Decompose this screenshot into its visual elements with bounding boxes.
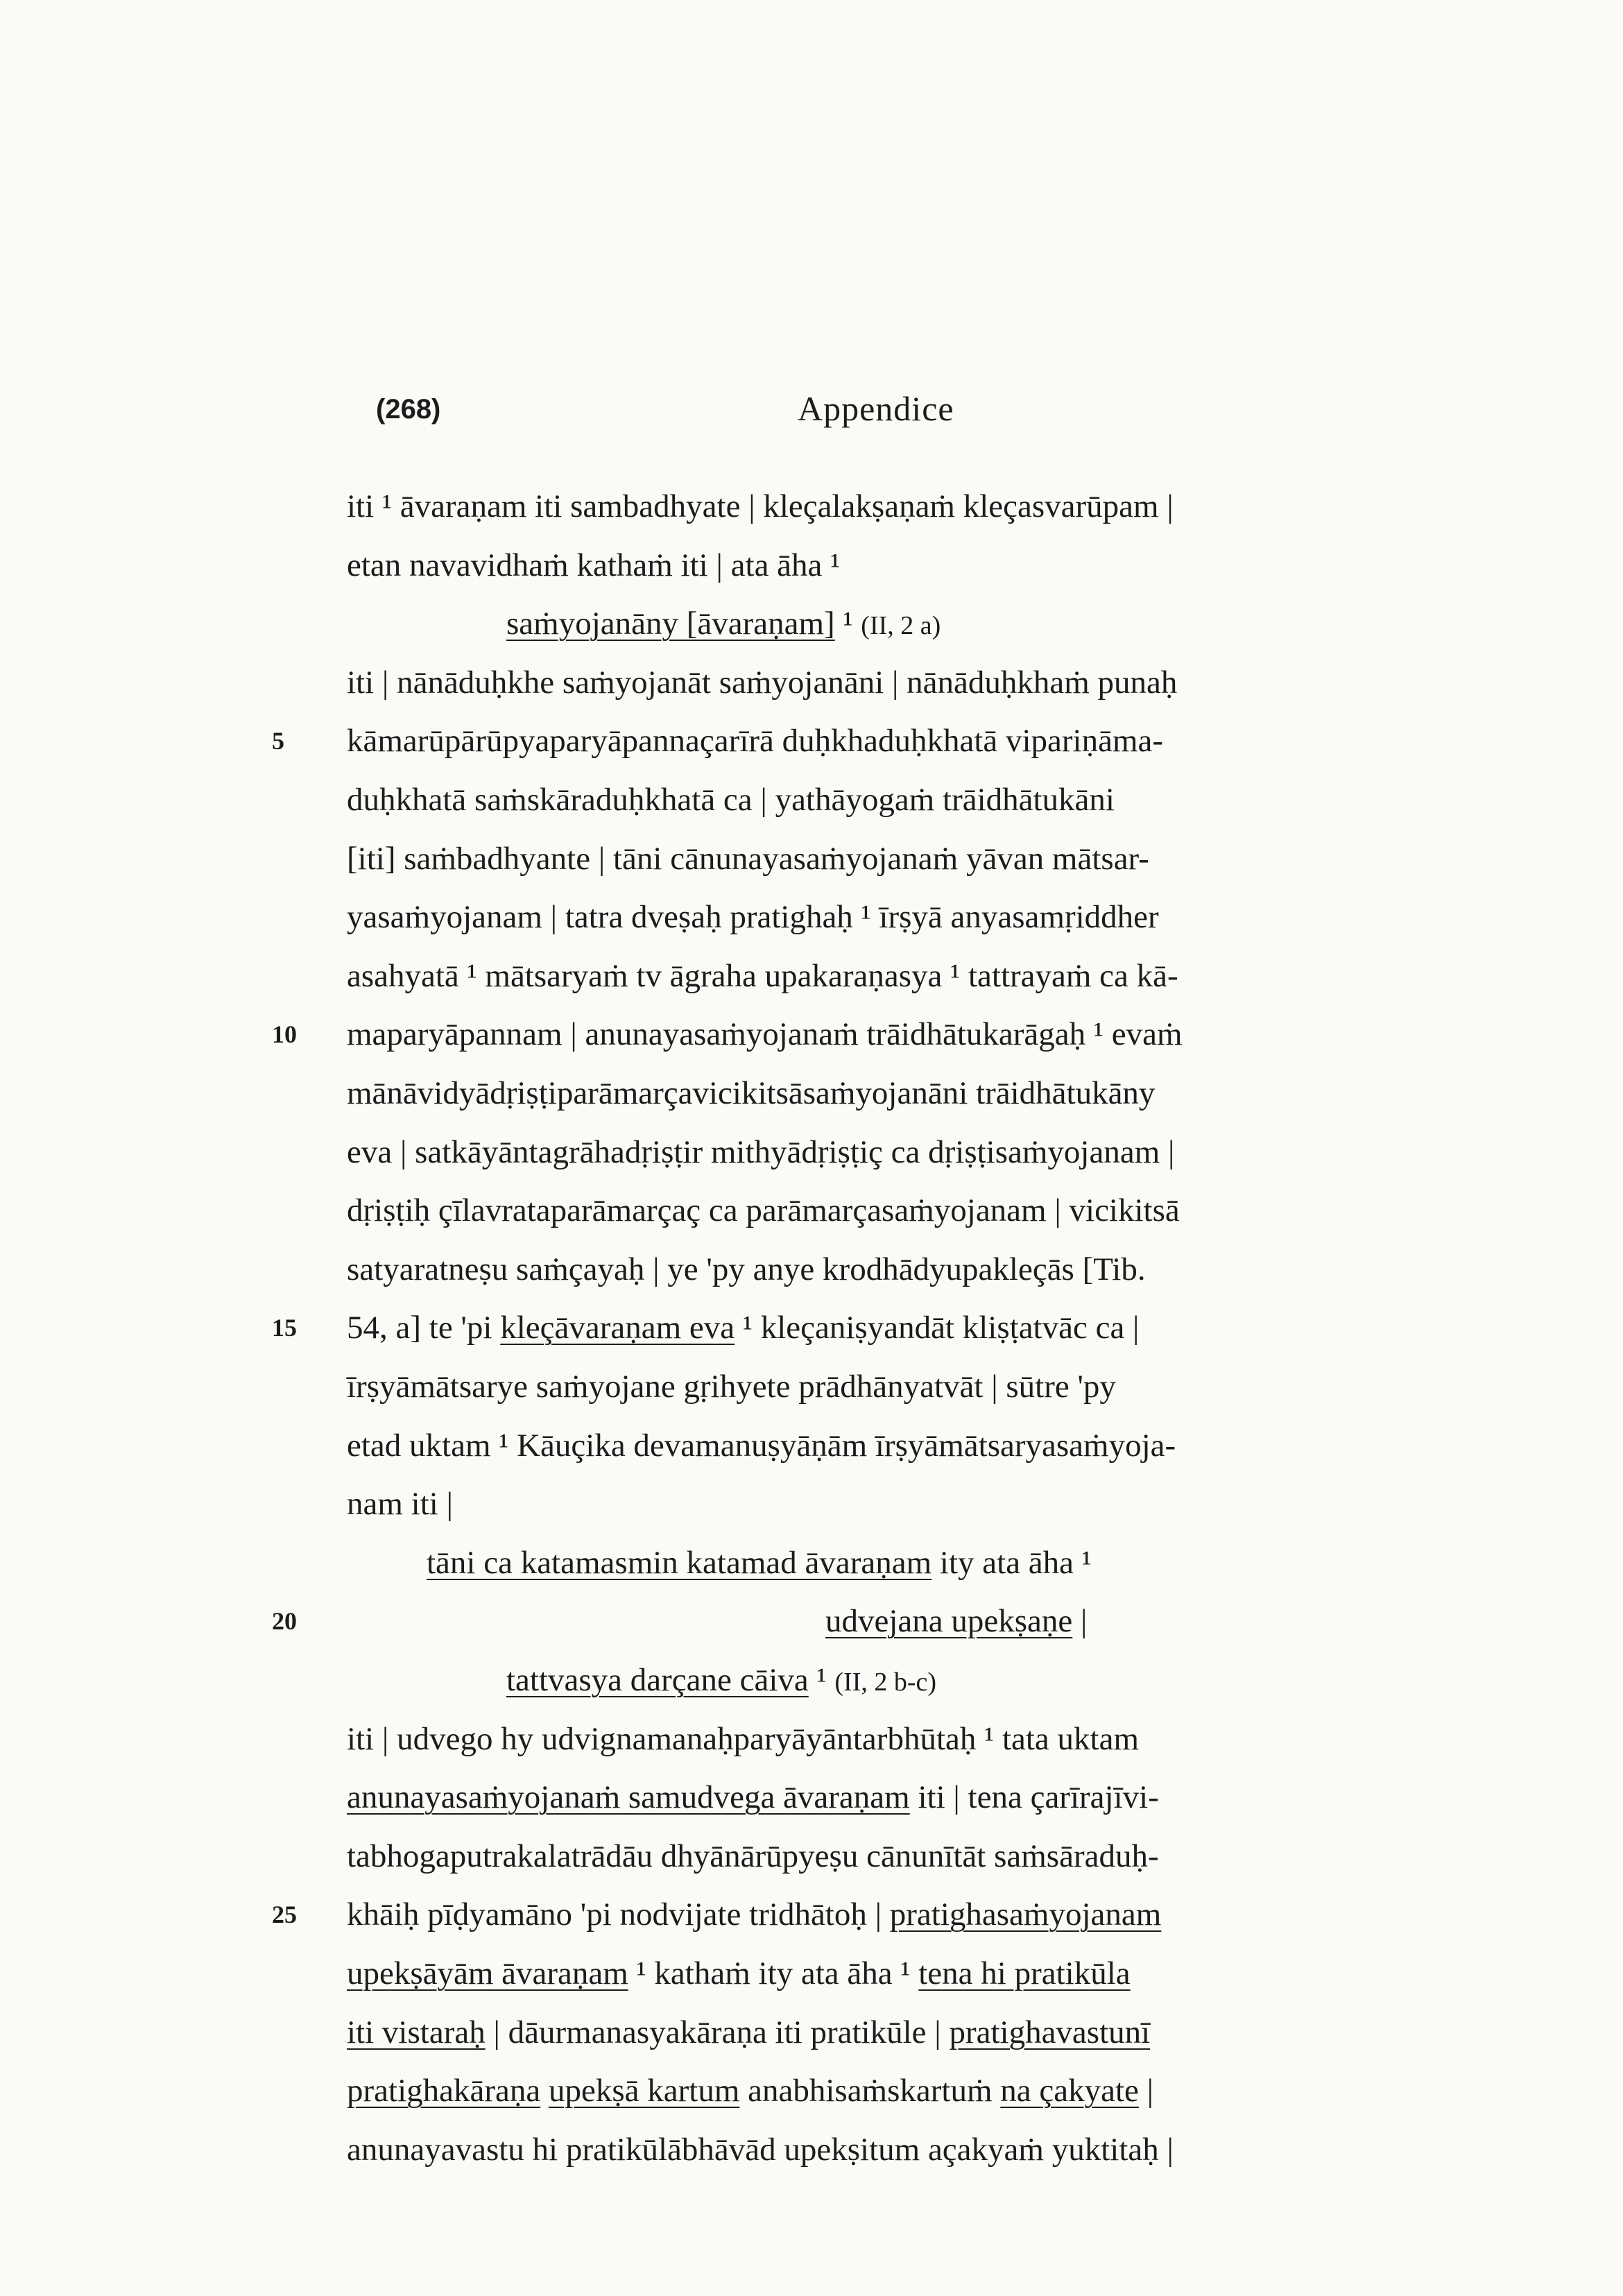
underlined-verse: tāni ca katamasmin katamad āvaraṇam [427, 1544, 932, 1581]
text-line [0, 779, 1623, 821]
text-line [0, 2129, 1623, 2170]
text-segment: iti | tena çarīrajīvi- [909, 1779, 1159, 1816]
text-line [0, 720, 1623, 762]
text-line [0, 603, 1623, 644]
text-line [0, 1013, 1623, 1055]
text-segment: iti | nānāduḥkhe saṁyojanāt saṁyojanāni | nānāduḥkhaṁ punaḥ [347, 664, 1178, 701]
text-segment: ¹ [808, 1662, 835, 1698]
line-text [347, 838, 1149, 880]
line-text [347, 1307, 1139, 1348]
text-line [0, 955, 1623, 997]
underlined-verse: upekṣā kartum [548, 2073, 740, 2109]
line-number: 10 [272, 1020, 297, 1049]
text-segment: (II, 2 a) [861, 611, 941, 641]
text-line [0, 1894, 1623, 1935]
line-text [825, 1600, 1087, 1642]
underlined-verse: tena hi pratikūla [918, 1955, 1131, 1991]
text-segment: kāmarūpārūpyaparyāpannaçarīrā duḥkhaduḥkhatā vipariṇāma- [347, 723, 1164, 760]
line-text [347, 545, 840, 586]
text-line [0, 1307, 1623, 1348]
text-line [0, 1776, 1623, 1818]
line-text [347, 1190, 1180, 1231]
text-segment: yasaṁyojanam | tatra dveṣaḥ pratighaḥ ¹ īrṣyā anyasamṛiddher [347, 899, 1159, 936]
underlined-verse: udvejana upekṣaṇe [825, 1603, 1073, 1640]
line-text [506, 603, 941, 646]
text-line [0, 1600, 1623, 1642]
underlined-verse: na çakyate [1000, 2073, 1139, 2109]
text-segment: maparyāpannam | anunayasaṁyojanaṁ trāidhātukarāgaḥ ¹ evaṁ [347, 1016, 1183, 1053]
line-text [347, 1835, 1159, 1877]
text-segment: iti | udvego hy udvignamanaḥparyāyāntarbhūtaḥ ¹ tata uktam [347, 1720, 1140, 1757]
line-text [347, 2070, 1153, 2111]
text-line [0, 545, 1623, 586]
text-line [0, 1072, 1623, 1114]
text-segment: etan navavidhaṁ kathaṁ iti | ata āha ¹ [347, 547, 841, 583]
text-line [0, 1366, 1623, 1407]
line-text [347, 1776, 1159, 1818]
text-segment: eva | satkāyāntagrāhadṛiṣṭir mithyādṛiṣṭiç ca dṛiṣṭisaṁyojanam | [347, 1133, 1175, 1170]
text-line [0, 486, 1623, 527]
underlined-verse: pratighasaṁyojanam [889, 1896, 1162, 1933]
line-text [347, 896, 1159, 938]
text-segment: anabhisaṁskartuṁ [739, 2073, 1001, 2109]
text-segment: mānāvidyādṛiṣṭiparāmarçavicikitsāsaṁyojanāni trāidhātukāny [347, 1075, 1156, 1111]
line-text [347, 1249, 1146, 1290]
line-text [347, 720, 1163, 762]
text-segment: iti ¹ āvaraṇam iti sambadhyate | kleçalakṣaṇaṁ kleçasvarūpam | [347, 488, 1174, 524]
line-text [347, 1894, 1161, 1935]
line-number: 20 [272, 1607, 297, 1636]
text-segment: | dāurmanasyakāraṇa iti pratikūle | [485, 2014, 950, 2050]
underlined-verse: pratighakāraṇa [347, 2073, 541, 2109]
line-text [347, 955, 1178, 997]
running-head: Appendice [798, 389, 954, 428]
text-segment: | [1072, 1603, 1088, 1640]
text-segment: etad uktam ¹ Kāuçika devamanuṣyāṇām īrṣyāmātsaryasaṁyoja- [347, 1427, 1176, 1464]
text-line [0, 1718, 1623, 1760]
text-segment: anunayavastu hi pratikūlābhāvād upekṣitum açakyaṁ yuktitaḥ | [347, 2131, 1174, 2168]
text-line [0, 1483, 1623, 1525]
underlined-verse: kleçāvaraṇam eva [500, 1310, 735, 1346]
text-line [0, 1190, 1623, 1231]
text-line [0, 1659, 1623, 1701]
text-segment: ¹ kathaṁ ity ata āha ¹ [628, 1955, 919, 1991]
underlined-verse: pratighavastunī [949, 2014, 1151, 2050]
text-line [0, 896, 1623, 938]
text-segment: tabhogaputrakalatrādāu dhyānārūpyeṣu cānunītāt saṁsāraduḥ- [347, 1837, 1159, 1874]
line-number: 25 [272, 1901, 297, 1929]
line-text [347, 1718, 1139, 1760]
text-line [0, 1131, 1623, 1173]
underlined-verse: anunayasaṁyojanaṁ samudvega āvaraṇam [347, 1779, 910, 1816]
text-segment: satyaratneṣu saṁçayaḥ | ye 'py anye krodhādyupakleçās [Tib. [347, 1251, 1146, 1287]
text-segment [540, 2073, 549, 2109]
line-text [347, 1483, 453, 1525]
line-text [347, 2012, 1150, 2053]
text-line [0, 1249, 1623, 1290]
line-text [427, 1542, 1092, 1584]
text-segment: duḥkhatā saṁskāraduḥkhatā ca | yathāyogaṁ trāidhātukāni [347, 782, 1115, 818]
text-line [0, 2070, 1623, 2111]
line-text [347, 1366, 1116, 1407]
text-segment: (II, 2 b-c) [834, 1668, 937, 1697]
line-text [347, 1425, 1176, 1466]
underlined-verse: iti vistaraḥ [347, 2014, 486, 2050]
line-number: 5 [272, 727, 284, 755]
text-segment: 54, a] te 'pi [347, 1310, 501, 1346]
underlined-verse: saṁyojanāny [āvaraṇam] [506, 606, 835, 642]
text-segment: asahyatā ¹ mātsaryaṁ tv āgraha upakaraṇasya ¹ tattrayaṁ ca kā- [347, 957, 1178, 994]
underlined-verse: tattvasya darçane cāiva [506, 1662, 809, 1698]
text-segment: ¹ [834, 606, 861, 642]
text-segment: ¹ kleçaniṣyandāt kliṣṭatvāc ca | [735, 1310, 1140, 1346]
line-text [347, 486, 1174, 527]
text-segment: dṛiṣṭiḥ çīlavrataparāmarçaç ca parāmarçasaṁyojanam | vicikitsā [347, 1192, 1180, 1229]
text-line [0, 662, 1623, 703]
page-number: (268) [376, 394, 441, 425]
line-text [347, 1013, 1183, 1055]
text-segment: īrṣyāmātsarye saṁyojane gṛihyete prādhānyatvāt | sūtre 'py [347, 1369, 1116, 1405]
line-text [347, 662, 1177, 703]
text-segment: | [1138, 2073, 1154, 2109]
text-segment: nam iti | [347, 1486, 454, 1523]
text-line [0, 838, 1623, 880]
text-segment: khāiḥ pīḍyamāno 'pi nodvijate tridhātoḥ | [347, 1896, 890, 1933]
line-text [347, 2129, 1174, 2170]
line-text [347, 1953, 1131, 1994]
text-line [0, 2012, 1623, 2053]
line-text [506, 1659, 936, 1703]
text-line [0, 1835, 1623, 1877]
text-segment: ity ata āha ¹ [931, 1544, 1092, 1581]
line-text [347, 1072, 1155, 1114]
text-line [0, 1953, 1623, 1994]
text-segment: [iti] saṁbadhyante | tāni cānunayasaṁyojanaṁ yāvan mātsar- [347, 840, 1149, 877]
text-line [0, 1425, 1623, 1466]
line-number: 15 [272, 1314, 297, 1342]
underlined-verse: upekṣāyām āvaraṇam [347, 1955, 628, 1991]
line-text [347, 1131, 1174, 1173]
line-text [347, 779, 1115, 821]
text-line [0, 1542, 1623, 1584]
